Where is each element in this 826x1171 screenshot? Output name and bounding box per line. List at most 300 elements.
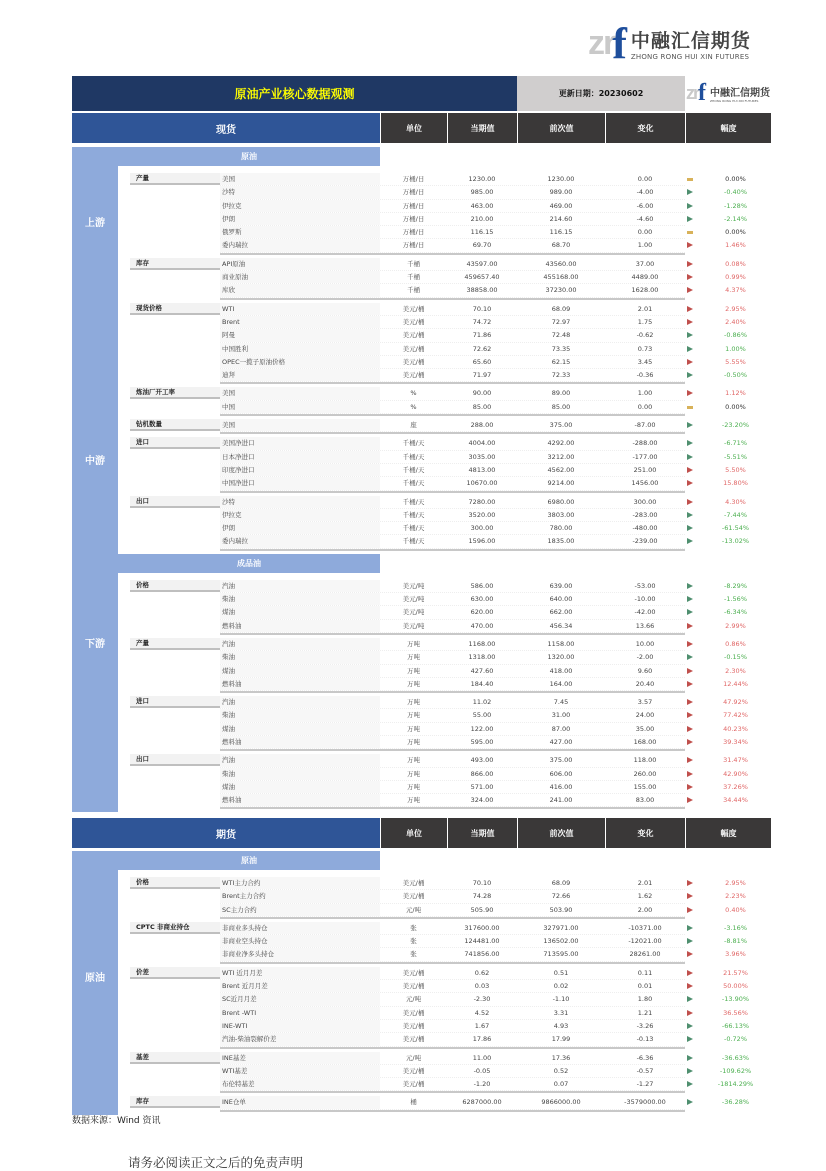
change-value: -3.26: [636, 1021, 654, 1030]
pct-change: 2.40%: [725, 317, 746, 326]
group-label-cell: [118, 638, 220, 693]
section-title-spot: 现货: [72, 113, 380, 143]
red-flag-icon: [687, 699, 693, 705]
table-row: [220, 696, 748, 709]
unit: 万吨: [407, 679, 420, 688]
group-label: 产量: [130, 173, 220, 185]
trend-cell: [685, 200, 700, 212]
group-rows: [220, 419, 750, 434]
unit: 美元/吨: [402, 621, 425, 630]
item-name: INE基差: [220, 1052, 380, 1064]
table-row: [220, 496, 746, 509]
current-value: 4813.00: [468, 465, 496, 474]
current-value: 6287000.00: [462, 1098, 502, 1107]
trend-cell: [685, 620, 700, 632]
table-row: [220, 781, 748, 794]
change-value: -288.00: [632, 439, 658, 448]
current-value: 1596.00: [468, 537, 496, 546]
item-name: 燃料油: [220, 620, 380, 632]
pct-change: 0.00%: [725, 402, 746, 411]
unit: 万桶/日: [402, 228, 425, 237]
previous-value: 68.09: [551, 879, 571, 887]
item-name: 中国胜利: [220, 343, 380, 355]
group-rows: [220, 496, 750, 551]
unit: 万桶/日: [402, 188, 425, 197]
change-value: -0.13: [636, 1035, 654, 1044]
change-value: -4.00: [636, 188, 654, 197]
group-label-cell: [118, 696, 220, 751]
current-value: 17.86: [472, 1035, 492, 1044]
current-value: 72.62: [472, 344, 492, 353]
trend-cell: [685, 781, 700, 793]
trend-cell: [685, 768, 700, 780]
trend-cell: [685, 226, 700, 238]
green-flag-icon: [687, 538, 693, 544]
item-name: 美国: [220, 387, 380, 399]
previous-value: 136502.00: [543, 937, 579, 946]
group-label-cell: [118, 173, 220, 255]
green-flag-icon: [687, 596, 693, 602]
col-unit: 单位: [380, 113, 447, 143]
data-group: [118, 638, 771, 693]
unit: 座: [410, 421, 417, 430]
unit: 张: [410, 937, 417, 946]
item-name: Brent: [220, 316, 380, 328]
change-value: 155.00: [633, 782, 657, 791]
pct-change: 40.23%: [723, 724, 748, 733]
unit: 万吨: [407, 639, 420, 648]
item-name: 中国: [220, 401, 380, 413]
trend-cell: [685, 754, 700, 766]
previous-value: 456.34: [549, 621, 573, 630]
group-label-cell: [118, 754, 220, 809]
previous-value: 639.00: [549, 581, 573, 590]
unit: 美元/吨: [402, 595, 425, 604]
item-name: WTI主力合约: [220, 877, 380, 889]
unit: 美元/吨: [402, 608, 425, 617]
table-row: [220, 651, 747, 664]
red-flag-icon: [687, 390, 693, 396]
change-value: 28261.00: [629, 950, 661, 959]
trend-cell: [685, 173, 700, 185]
futures-table: [72, 851, 771, 1115]
item-name: 美国: [220, 173, 380, 185]
item-name: 中国净进口: [220, 477, 380, 489]
group-label: 现货价格: [130, 303, 220, 315]
unit: 千桶: [407, 286, 420, 295]
current-value: 470.00: [470, 621, 494, 630]
previous-value: 3212.00: [547, 452, 575, 461]
item-name: 燃料油: [220, 794, 380, 806]
item-name: 沙特: [220, 496, 380, 508]
trend-cell: [685, 437, 700, 449]
previous-value: 427.00: [549, 737, 573, 746]
item-name: 美国: [220, 419, 380, 431]
trend-cell: [685, 356, 700, 368]
table-row: [220, 1033, 747, 1046]
unit: 千桶/天: [402, 537, 425, 546]
group-rows: [220, 387, 746, 416]
green-flag-icon: [687, 583, 693, 589]
item-name: 伊拉克: [220, 509, 380, 521]
change-value: 83.00: [635, 796, 655, 805]
red-flag-icon: [687, 771, 693, 777]
red-flag-icon: [687, 784, 693, 790]
green-flag-icon: [687, 454, 693, 460]
trend-cell: [685, 606, 700, 618]
green-flag-icon: [687, 216, 693, 222]
green-flag-icon: [687, 654, 693, 660]
unit: 万桶/日: [402, 214, 425, 223]
spot-table: [72, 147, 771, 812]
item-name: 柴油: [220, 709, 380, 721]
red-flag-icon: [687, 797, 693, 803]
unit: 美元/桶: [402, 1008, 425, 1017]
table-row: [220, 464, 746, 477]
unit: 张: [410, 950, 417, 959]
header-logo-name: 中融汇信期货: [710, 88, 770, 99]
pct-change: 34.44%: [723, 796, 748, 805]
unit: 千桶/天: [402, 510, 425, 519]
unit: 千桶/天: [402, 497, 425, 506]
pct-change: 3.96%: [725, 950, 746, 959]
item-name: 俄罗斯: [220, 226, 380, 238]
change-value: -53.00: [634, 581, 656, 590]
data-group: [118, 696, 771, 751]
previous-value: 327971.00: [543, 923, 579, 932]
trend-cell: [685, 329, 700, 341]
pct-change: 12.44%: [723, 679, 748, 688]
table-row: [220, 877, 746, 890]
change-value: 3.45: [637, 357, 653, 366]
table-row: [220, 736, 748, 749]
pct-change: -6.71%: [724, 439, 747, 448]
item-name: 伊朗: [220, 522, 380, 534]
current-value: 630.00: [470, 595, 494, 604]
red-flag-icon: [687, 712, 693, 718]
current-value: 317600.00: [464, 923, 500, 932]
subheader: 成品油: [118, 554, 380, 573]
unit: 美元/桶: [402, 1035, 425, 1044]
change-value: 9.60: [637, 666, 653, 675]
change-value: 0.73: [637, 344, 653, 353]
table-row: [220, 271, 746, 284]
unit: 千桶: [407, 259, 420, 268]
item-name: 伊拉克: [220, 200, 380, 212]
item-name: INE仓单: [220, 1096, 380, 1108]
change-value: -3579000.00: [624, 1098, 666, 1107]
group-label-cell: [118, 967, 220, 1049]
trend-cell: [685, 593, 700, 605]
unit: 美元/桶: [402, 304, 425, 313]
red-flag-icon: [687, 261, 693, 267]
group-label: 产量: [130, 638, 220, 650]
current-value: 70.10: [472, 879, 492, 887]
item-name: 燃料油: [220, 736, 380, 748]
table-row: [220, 904, 746, 917]
item-name: 委内瑞拉: [220, 535, 380, 547]
unit: 千桶/天: [402, 439, 425, 448]
change-value: -0.62: [636, 331, 654, 340]
green-flag-icon: [687, 346, 693, 352]
change-value: 0.01: [637, 982, 653, 991]
previous-value: 87.00: [551, 724, 571, 733]
trend-cell: [685, 213, 700, 225]
previous-value: 68.70: [551, 241, 571, 250]
group-label: 出口: [130, 754, 220, 766]
data-group: [118, 1096, 771, 1111]
table-row: [220, 535, 750, 548]
table-row: [220, 665, 746, 678]
table-row: [220, 509, 747, 522]
trend-cell: [685, 1065, 700, 1077]
unit: 千桶/天: [402, 479, 425, 488]
previous-value: 9866000.00: [541, 1098, 581, 1107]
unit: 美元/桶: [402, 344, 425, 353]
unit: 万吨: [407, 756, 420, 765]
previous-value: 1158.00: [547, 639, 575, 648]
trend-cell: [685, 794, 700, 806]
red-flag-icon: [687, 467, 693, 473]
trend-cell: [685, 522, 700, 534]
previous-value: 43560.00: [545, 259, 577, 268]
previous-value: 72.97: [551, 317, 571, 326]
trend-cell: [685, 1096, 700, 1108]
group-label-cell: [118, 419, 220, 434]
pct-change: 5.50%: [725, 465, 746, 474]
change-value: 300.00: [633, 497, 657, 506]
item-name: 迪拜: [220, 369, 380, 381]
table-row: [220, 606, 747, 619]
item-name: 沙特: [220, 186, 380, 198]
red-flag-icon: [687, 242, 693, 248]
change-value: -12021.00: [628, 937, 662, 946]
item-name: 委内瑞拉: [220, 239, 380, 251]
pct-change: -3.16%: [724, 923, 747, 932]
pct-change: 5.55%: [725, 357, 746, 366]
pct-change: -5.51%: [724, 452, 747, 461]
previous-value: 37230.00: [545, 286, 577, 295]
table-row: [220, 343, 746, 356]
trend-cell: [685, 890, 700, 902]
pct-change: -2.14%: [724, 214, 747, 223]
current-value: 505.90: [470, 905, 494, 914]
group-rows: [220, 696, 748, 751]
group-label: 库存: [130, 1096, 220, 1108]
pct-change: -36.63%: [721, 1053, 750, 1062]
group-rows: [220, 638, 748, 693]
item-name: 煤油: [220, 665, 380, 677]
item-name: 汽油: [220, 754, 380, 766]
current-value: 11.00: [472, 1053, 492, 1062]
company-logo: zr f 中融汇信期货 ZHONG RONG HUI XIN FUTURES: [588, 19, 751, 68]
group-rows: [220, 303, 747, 385]
unit: 美元/桶: [402, 982, 425, 991]
table-row: [220, 723, 748, 736]
current-value: 7280.00: [468, 497, 496, 506]
change-value: 1.00: [637, 241, 653, 250]
current-value: 427.60: [470, 666, 494, 675]
red-flag-icon: [687, 480, 693, 486]
previous-value: 1320.00: [547, 653, 575, 662]
table-row: [220, 186, 747, 199]
pct-change: -23.20%: [721, 421, 750, 430]
trend-cell: [685, 451, 700, 463]
change-value: 1628.00: [631, 286, 659, 295]
table-row: [220, 239, 746, 252]
pct-change: -0.15%: [724, 653, 747, 662]
red-flag-icon: [687, 757, 693, 763]
change-value: -239.00: [632, 537, 658, 546]
group-label-cell: [118, 437, 220, 492]
pct-change: 4.30%: [725, 497, 746, 506]
table-row: [220, 419, 750, 432]
change-value: -0.57: [636, 1066, 654, 1075]
unit: 元/吨: [405, 995, 422, 1004]
group-label: CPTC 非商业持仓: [130, 922, 220, 934]
logo-name-en: ZHONG RONG HUI XIN FUTURES: [630, 53, 750, 61]
unit: 万吨: [407, 711, 420, 720]
previous-value: 1230.00: [547, 175, 575, 183]
green-flag-icon: [687, 1036, 693, 1042]
unit: 美元/桶: [402, 357, 425, 366]
pct-change: 0.00%: [725, 228, 746, 237]
current-value: 10670.00: [466, 479, 498, 488]
change-value: -10371.00: [628, 923, 662, 932]
previous-value: 72.66: [551, 892, 571, 901]
current-value: 210.00: [470, 214, 494, 223]
change-value: 2.01: [637, 304, 653, 313]
change-value: -10.00: [634, 595, 656, 604]
trend-cell: [685, 723, 700, 735]
unit: 万桶/日: [402, 241, 425, 250]
green-flag-icon: [687, 189, 693, 195]
current-value: 741856.00: [464, 950, 500, 959]
current-value: 85.00: [472, 402, 492, 411]
data-group: [118, 496, 771, 551]
unit: 万吨: [407, 724, 420, 733]
change-value: 13.66: [635, 621, 655, 630]
red-flag-icon: [687, 970, 693, 976]
red-flag-icon: [687, 499, 693, 505]
pct-change: -61.54%: [721, 524, 750, 533]
current-value: -2.30: [473, 995, 491, 1004]
trend-cell: [685, 1052, 700, 1064]
pct-change: 4.37%: [725, 286, 746, 295]
unit: 万吨: [407, 666, 420, 675]
table-row: [220, 258, 746, 271]
current-value: 1230.00: [468, 175, 496, 183]
current-value: -1.20: [473, 1080, 491, 1089]
change-value: 1.80: [637, 995, 653, 1004]
previous-value: 713595.00: [543, 950, 579, 959]
change-value: -283.00: [632, 510, 658, 519]
trend-cell: [685, 678, 700, 690]
previous-value: 72.48: [551, 331, 571, 340]
pct-change: 77.42%: [723, 711, 748, 720]
current-value: 116.15: [470, 228, 494, 237]
table-row: [220, 593, 747, 606]
pct-change: -36.28%: [721, 1098, 750, 1107]
data-group: [118, 258, 771, 300]
change-value: -42.00: [634, 608, 656, 617]
red-flag-icon: [687, 739, 693, 745]
previous-value: 9214.00: [547, 479, 575, 488]
item-name: 汽油-柴油裂解价差: [220, 1033, 380, 1045]
unit: 万吨: [407, 782, 420, 791]
col-unit: 单位: [380, 818, 447, 848]
table-row: [220, 768, 748, 781]
pct-change: 2.23%: [725, 892, 746, 901]
item-name: 非商业净多头持仓: [220, 948, 380, 960]
stage-strip: [72, 147, 118, 812]
unit: 千桶: [407, 273, 420, 282]
item-name: API原油: [220, 258, 380, 270]
change-value: -1.27: [636, 1080, 654, 1089]
previous-value: 662.00: [549, 608, 573, 617]
data-group: [118, 922, 771, 964]
unit: 美元/吨: [402, 581, 425, 590]
previous-value: 1835.00: [547, 537, 575, 546]
pct-change: 0.40%: [725, 905, 746, 914]
group-label-cell: [118, 258, 220, 300]
col-pct: 幅度: [685, 113, 771, 143]
trend-cell: [685, 709, 700, 721]
unit: 千桶/天: [402, 524, 425, 533]
col-change: 变化: [605, 113, 685, 143]
unit: 元/吨: [405, 1053, 422, 1062]
change-value: 118.00: [633, 756, 657, 765]
trend-cell: [685, 696, 700, 708]
trend-cell: [685, 464, 700, 476]
red-flag-icon: [687, 880, 693, 886]
table-row: [220, 620, 746, 633]
green-flag-icon: [687, 512, 693, 518]
current-value: 620.00: [470, 608, 494, 617]
group-label-cell: [118, 1096, 220, 1111]
stage-strip: [72, 851, 118, 1115]
trend-cell: [685, 967, 700, 979]
previous-value: 418.00: [549, 666, 573, 675]
stage-downstream: 下游: [85, 639, 105, 650]
header-logo-en: ZHONG RONG HUI XIN FUTURES: [710, 99, 759, 103]
stage-upstream: 上游: [85, 218, 105, 229]
item-name: 印度净进口: [220, 464, 380, 476]
col-change: 变化: [605, 818, 685, 848]
unit: 万桶/日: [402, 201, 425, 210]
data-group: [118, 387, 771, 416]
red-flag-icon: [687, 983, 693, 989]
trend-cell: [685, 877, 700, 889]
change-value: 260.00: [633, 769, 657, 778]
table-row: [220, 437, 747, 450]
stage-midstream: 中游: [85, 456, 105, 467]
data-group: [118, 580, 771, 635]
pct-change: 2.99%: [725, 621, 746, 630]
red-flag-icon: [687, 907, 693, 913]
previous-value: 68.09: [551, 304, 571, 313]
item-name: INE-WTI: [220, 1020, 380, 1032]
trend-cell: [685, 186, 700, 198]
change-value: -2.00: [636, 653, 654, 662]
previous-value: 7.45: [553, 698, 569, 707]
green-flag-icon: [687, 1023, 693, 1029]
unit: 万吨: [407, 698, 420, 707]
green-flag-icon: [687, 609, 693, 615]
red-flag-icon: [687, 287, 693, 293]
green-flag-icon: [687, 440, 693, 446]
trend-cell: [685, 419, 700, 431]
